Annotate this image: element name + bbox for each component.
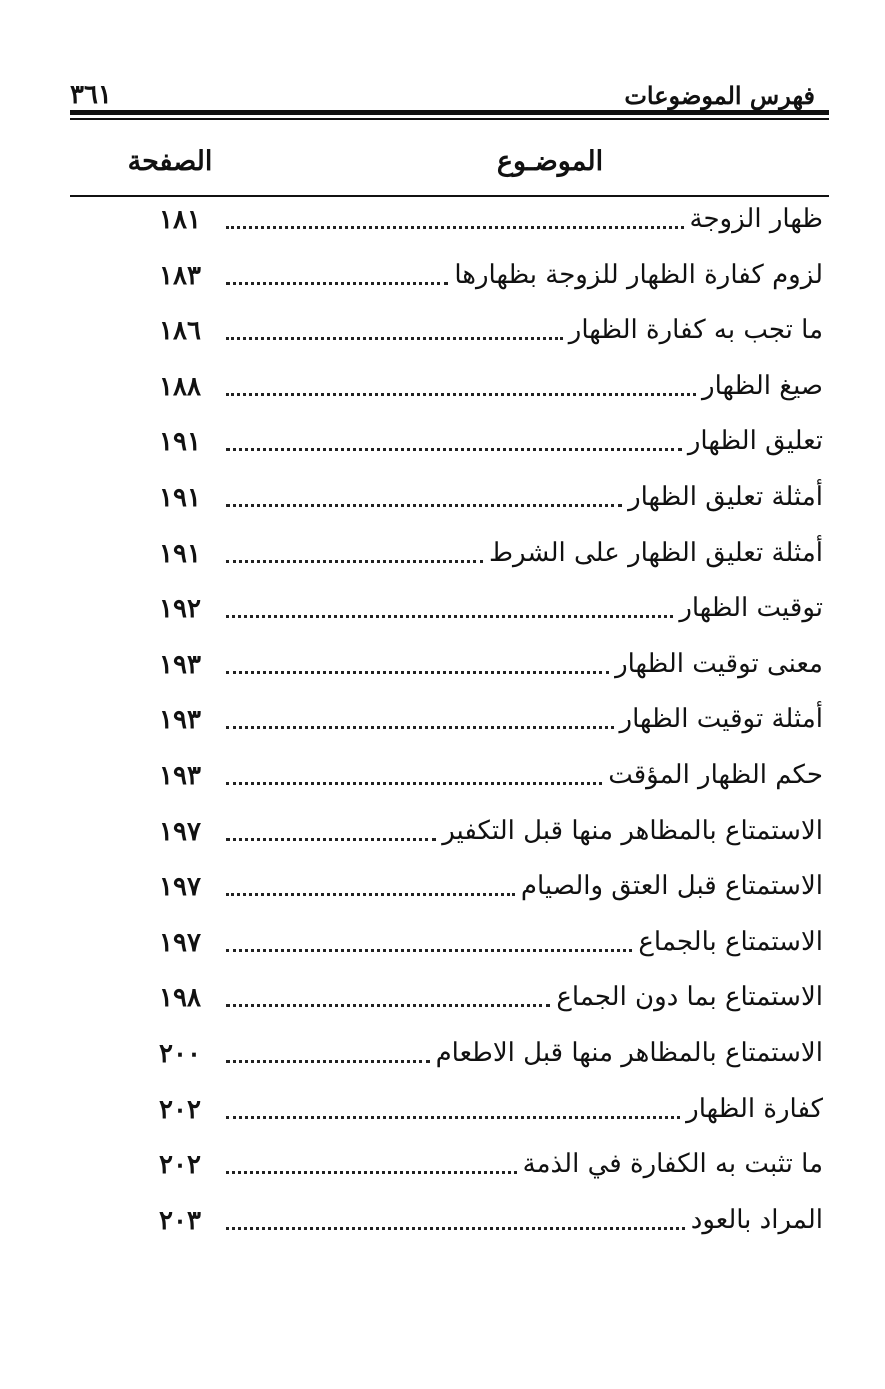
dot-leader xyxy=(226,726,614,729)
toc-entry-page: ٢٠٢ xyxy=(159,1150,201,1181)
toc-entry-topic: ما تجب به كفارة الظهار xyxy=(568,315,823,346)
dot-leader xyxy=(226,504,622,507)
toc-entry-topic: معنى توقيت الظهار xyxy=(615,648,823,679)
dot-leader xyxy=(226,1060,430,1063)
header-rule-thick xyxy=(70,110,829,115)
toc-entry-page: ١٩١ xyxy=(159,482,201,513)
page-number: ٣٦١ xyxy=(70,80,112,110)
header-rule-thin xyxy=(70,118,829,120)
toc-entry xyxy=(0,751,885,807)
toc-entry-topic: لزوم كفارة الظهار للزوجة بظهارها xyxy=(454,259,823,290)
toc-entry-topic: حكم الظهار المؤقت xyxy=(608,759,823,790)
toc-entry-topic: الاستمتاع بالمظاهر منها قبل الاطعام xyxy=(435,1037,823,1068)
toc-entry xyxy=(0,695,885,751)
toc-entry xyxy=(0,417,885,473)
toc-entry xyxy=(0,1196,885,1252)
toc-entry-topic: تعليق الظهار xyxy=(687,426,823,457)
toc-entry xyxy=(0,251,885,307)
dot-leader xyxy=(226,1227,685,1230)
toc-entry-page: ٢٠٠ xyxy=(159,1038,201,1069)
toc-entry xyxy=(0,973,885,1029)
toc-entry xyxy=(0,584,885,640)
dot-leader xyxy=(226,671,609,674)
dot-leader xyxy=(226,838,436,841)
toc-entry-page: ١٩١ xyxy=(159,427,201,458)
toc-entry-page: ١٩٣ xyxy=(159,705,201,736)
dot-leader xyxy=(226,615,673,618)
toc-entry-page: ١٩٧ xyxy=(159,816,201,847)
dot-leader xyxy=(226,226,684,229)
toc-entry-topic: المراد بالعود xyxy=(690,1204,823,1235)
toc-entry-page: ١٨٦ xyxy=(159,316,201,347)
toc-entry-topic: ظهار الزوجة xyxy=(689,204,823,234)
toc-entry-topic: الاستمتاع بما دون الجماع xyxy=(556,982,823,1013)
toc-entry-topic: صيغ الظهار xyxy=(702,370,823,401)
dot-leader xyxy=(226,893,515,896)
toc-entry xyxy=(0,529,885,585)
toc-entry xyxy=(0,1085,885,1141)
dot-leader xyxy=(226,282,448,285)
toc-entry-page: ١٩٣ xyxy=(159,649,201,680)
toc-entry-topic: أمثلة تعليق الظهار على الشرط xyxy=(489,537,823,568)
toc-entry xyxy=(0,306,885,362)
toc-entry-topic: أمثلة توقيت الظهار xyxy=(619,704,823,735)
toc-entry-topic: ما تثبت به الكفارة في الذمة xyxy=(522,1149,823,1180)
dot-leader xyxy=(226,337,563,340)
toc-entry-topic: الاستمتاع بالمظاهر منها قبل التكفير xyxy=(442,815,823,846)
toc-entry xyxy=(0,1140,885,1196)
toc-entry-page: ١٨١ xyxy=(159,205,201,235)
toc-entry xyxy=(0,1029,885,1085)
topic-column-header: الموضـوع xyxy=(496,146,604,177)
table-of-contents xyxy=(0,195,885,1251)
dot-leader xyxy=(226,949,632,952)
dot-leader xyxy=(226,1171,517,1174)
toc-entry-topic: الاستمتاع بالجماع xyxy=(638,926,823,957)
toc-entry-page: ١٩٧ xyxy=(159,872,201,903)
toc-entry-page: ١٩٣ xyxy=(159,760,201,791)
toc-entry-page: ١٩١ xyxy=(159,538,201,569)
toc-entry xyxy=(0,473,885,529)
toc-entry-page: ٢٠٢ xyxy=(159,1094,201,1125)
toc-entry xyxy=(0,640,885,696)
dot-leader xyxy=(226,1116,680,1119)
toc-entry-page: ١٨٨ xyxy=(159,371,201,402)
toc-entry xyxy=(0,807,885,863)
toc-entry-page: ٢٠٣ xyxy=(159,1205,201,1236)
dot-leader xyxy=(226,560,483,563)
toc-entry-page: ١٨٣ xyxy=(159,260,201,291)
toc-entry xyxy=(0,362,885,418)
toc-entry xyxy=(0,918,885,974)
running-head xyxy=(70,72,815,110)
toc-entry-topic: الاستمتاع قبل العتق والصيام xyxy=(520,871,823,902)
toc-entry-page: ١٩٨ xyxy=(159,983,201,1014)
toc-entry-topic: أمثلة تعليق الظهار xyxy=(628,481,823,512)
toc-entry xyxy=(0,862,885,918)
toc-entry-topic: توقيت الظهار xyxy=(679,593,823,624)
running-title: فهرس الموضوعات xyxy=(624,81,815,110)
dot-leader xyxy=(226,782,602,785)
toc-entry xyxy=(0,195,885,251)
toc-entry-topic: كفارة الظهار xyxy=(686,1093,823,1124)
dot-leader xyxy=(226,1004,550,1007)
toc-entry-page: ١٩٧ xyxy=(159,927,201,958)
page-column-header: الصفحة xyxy=(127,146,213,177)
toc-entry-page: ١٩٢ xyxy=(159,594,201,625)
dot-leader xyxy=(226,393,696,396)
dot-leader xyxy=(226,448,682,451)
